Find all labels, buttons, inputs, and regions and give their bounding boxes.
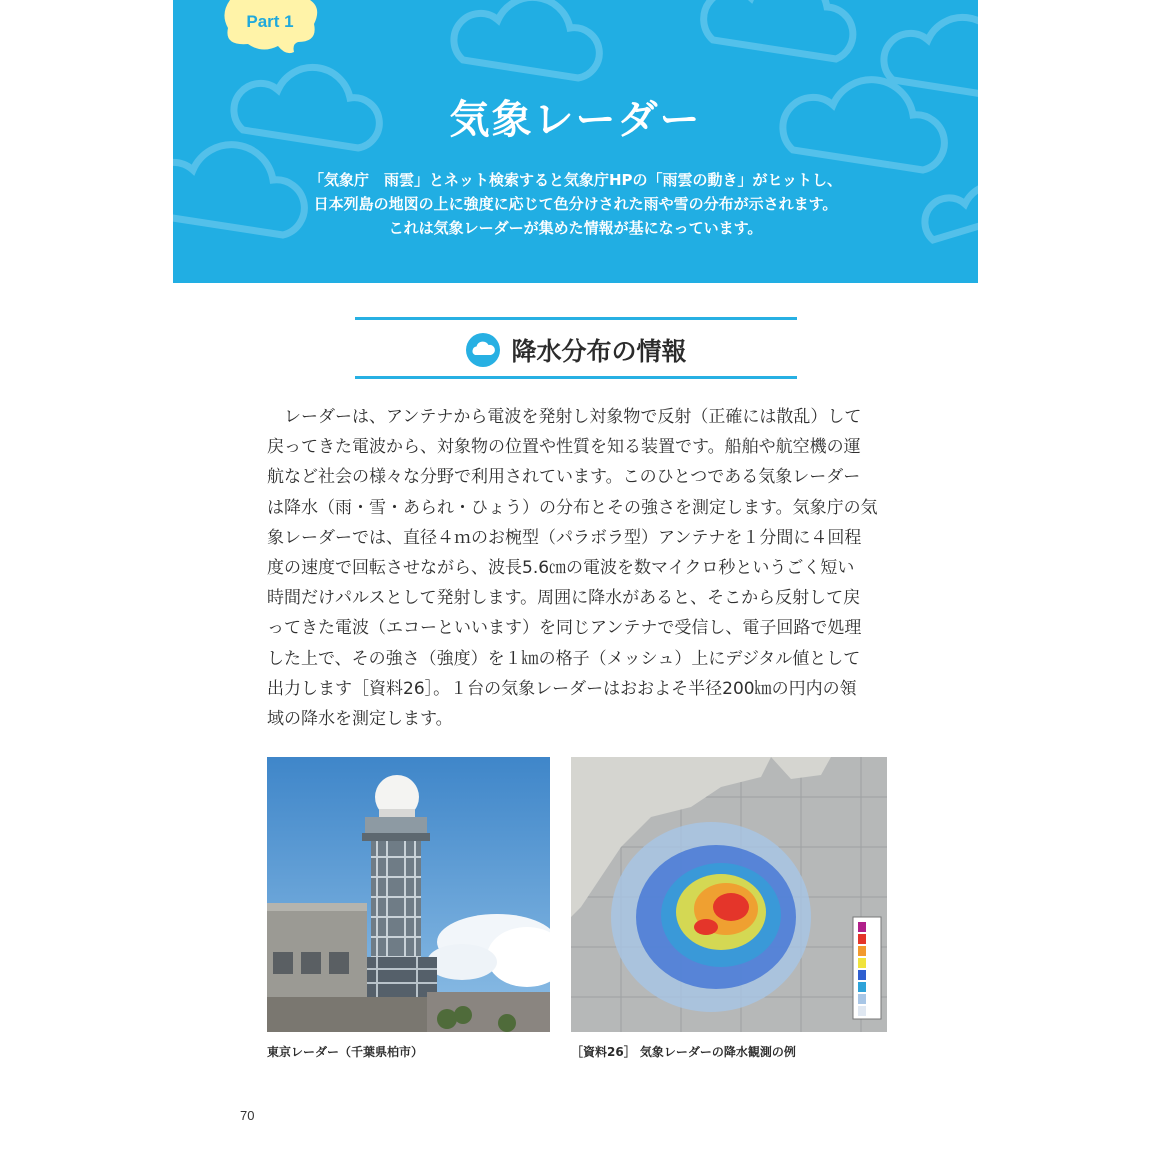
section-top-rule [355,317,797,320]
page-number: 70 [240,1108,255,1123]
chapter-title: 気象レーダー [449,97,702,143]
section-heading [355,326,797,374]
body-line: 象レーダーでは、直径４ｍのお椀型（パラボラ型）アンテナを１分間に４回程 [267,527,862,548]
map-caption: ［資料26］ 気象レーダーの降水観測の例 [571,1045,796,1059]
radar-precipitation-map [571,757,887,1032]
body-line: ってきた電波（エコーといいます）を同じアンテナで受信し、電子回路で処理 [267,618,862,639]
body-line: 航など社会の様々な分野で利用されています。このひとつである気象レーダー [267,467,861,488]
chapter-lead [233,168,918,240]
body-paragraph [267,402,887,734]
body-line: は降水（雨・雪・あられ・ひょう）の分布とその強さを測定します。気象庁の気 [267,497,878,518]
lead-line: 「気象庁 雨雲」とネット検索すると気象庁HPの「雨雲の動き」がヒットし、 [308,171,843,189]
body-line: 度の速度で回転させながら、波長5.6㎝の電波を数マイクロ秒というごく短い [267,558,855,579]
body-line: レーダーは、アンテナから電波を発射し対象物で反射（正確には散乱）して [284,407,862,427]
part-label: Part 1 [246,12,294,31]
section-bottom-rule [355,376,797,379]
cloud-icon [465,332,501,368]
part-badge [218,0,322,52]
body-line: 域の降水を測定します。 [267,709,453,730]
body-line: した上で、その強さ（強度）を１㎞の格子（メッシュ）上にデジタル値として [267,648,861,669]
lead-line: これは気象レーダーが集めた情報が基になっています。 [388,219,763,237]
body-line: 時間だけパルスとして発射します。周囲に降水があると、そこから反射して戻 [267,588,861,609]
photo-caption: 東京レーダー（千葉県柏市） [267,1045,424,1059]
section-title: 降水分布の情報 [511,337,687,366]
body-line: 出力します［資料26］。１台の気象レーダーはおおよそ半径200㎞の円内の領 [267,678,857,699]
radar-tower-photo [267,757,550,1032]
body-line: 戻ってきた電波から、対象物の位置や性質を知る装置です。船舶や航空機の運 [267,437,861,458]
lead-line: 日本列島の地図の上に強度に応じて色分けされた雨や雪の分布が示されます。 [313,195,838,213]
